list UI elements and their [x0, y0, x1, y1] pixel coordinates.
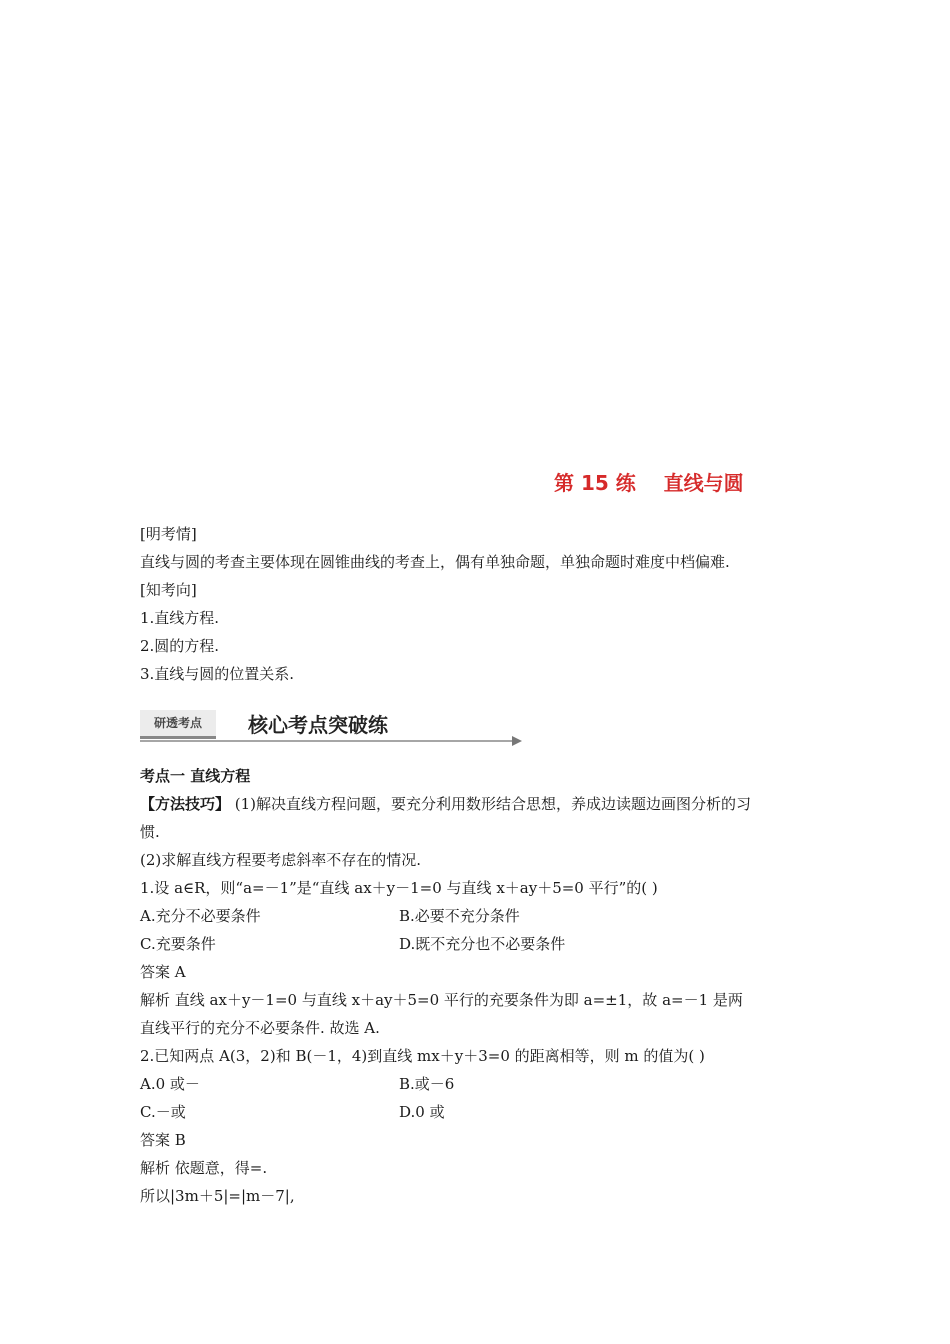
section-heading: 考点一 直线方程	[140, 767, 251, 785]
method-line-2: 惯.	[140, 823, 160, 841]
method-line-1	[140, 794, 751, 814]
q1-option-c: C.充要条件	[140, 935, 216, 953]
q2-option-c: C.－或	[140, 1103, 186, 1121]
banner-tag: 研透考点	[140, 710, 216, 739]
q1-answer: 答案 A	[140, 963, 186, 981]
mingkaoqing-text: 直线与圆的考查主要体现在圆锥曲线的考查上，偶有单独命题，单独命题时难度中档偏难.	[140, 553, 730, 571]
mingkaoqing-label: [明考情]	[140, 525, 197, 543]
q1-stem: 1.设 a∈R，则“a=－1”是“直线 ax＋y－1=0 与直线 x＋ay＋5=0 平行”的( )	[140, 879, 658, 897]
q2-option-d: D.0 或	[399, 1103, 445, 1121]
q2-stem: 2.已知两点 A(3，2)和 B(－1，4)到直线 mx＋y＋3=0 的距离相等，则 m 的值为( )	[140, 1047, 705, 1065]
topic-item-2: 2.圆的方程.	[140, 637, 220, 655]
topic-item-1: 1.直线方程.	[140, 609, 220, 627]
q2-analysis-2: 所以|3m＋5|=|m－7|,	[140, 1187, 295, 1205]
method-line-3: (2)求解直线方程要考虑斜率不存在的情况.	[140, 851, 422, 869]
q2-answer: 答案 B	[140, 1131, 186, 1149]
q1-option-a: A.充分不必要条件	[140, 907, 261, 925]
q2-option-a: A.0 或－	[140, 1075, 200, 1093]
q1-option-d: D.既不充分也不必要条件	[399, 935, 566, 953]
page-title: 第 15 练 直线与圆	[554, 471, 744, 495]
section-banner	[140, 706, 525, 746]
q2-analysis-1: 解析 依题意，得=.	[140, 1159, 268, 1177]
arrow-rule-icon	[140, 736, 522, 746]
q1-analysis-2: 直线平行的充分不必要条件. 故选 A.	[140, 1019, 380, 1037]
method-label: 【方法技巧】	[140, 795, 231, 813]
q2-option-b: B.或－6	[399, 1075, 455, 1093]
banner-title: 核心考点突破练	[248, 713, 388, 737]
q1-option-b: B.必要不充分条件	[399, 907, 520, 925]
method-text-1: (1)解决直线方程问题，要充分利用数形结合思想，养成边读题边画图分析的习	[230, 795, 752, 813]
zhikaoxiang-label: [知考向]	[140, 581, 197, 599]
q1-analysis-1: 解析 直线 ax＋y－1=0 与直线 x＋ay＋5=0 平行的充要条件为即 a=±1，故 a=－1 是两	[140, 991, 743, 1009]
topic-item-3: 3.直线与圆的位置关系.	[140, 665, 295, 683]
